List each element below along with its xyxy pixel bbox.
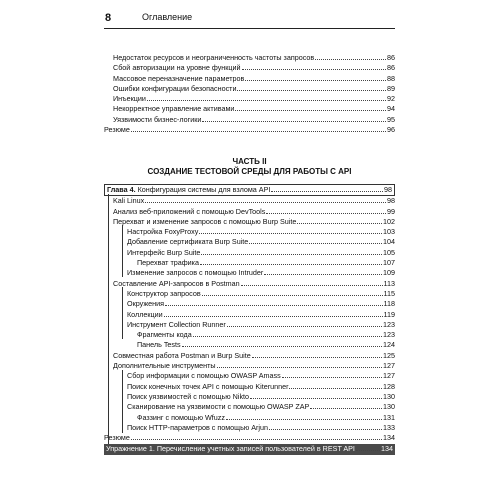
toc-subentry[interactable]: Поиск конечных точек API с помощью Kiterunner 128 — [127, 381, 395, 391]
leader-dots — [282, 377, 382, 378]
leader-dots — [235, 110, 386, 111]
toc-entry[interactable]: Kali Linux 98 — [113, 196, 395, 206]
leader-dots — [249, 243, 382, 244]
leader-dots — [266, 213, 386, 214]
toc-entry[interactable]: Совместная работа Postman и Burp Suite 125 — [113, 350, 395, 360]
toc-entry[interactable]: Массовое переназначение параметров 88 — [113, 73, 395, 83]
chapter-entry[interactable] — [104, 184, 395, 196]
toc-entry[interactable]: Дополнительные инструменты 127 — [113, 361, 395, 371]
leader-dots — [131, 439, 382, 440]
part-heading — [104, 157, 395, 177]
leader-dots — [202, 295, 383, 296]
leader-dots — [182, 346, 382, 347]
toc-subentry[interactable]: Поиск HTTP-параметров с помощью Arjun 133 — [127, 422, 395, 432]
leader-dots — [227, 326, 382, 327]
toc-entry[interactable]: Инъекции 92 — [113, 94, 395, 104]
leader-dots — [217, 367, 382, 368]
level2-bracket-line — [122, 287, 123, 339]
toc-subentry[interactable]: Изменение запросов с помощью Intruder 109 — [127, 268, 395, 278]
leader-dots — [164, 316, 383, 317]
leader-dots — [242, 69, 386, 70]
toc-subentry[interactable]: Фрагменты кода 123 — [137, 330, 395, 340]
toc-chapter-section — [104, 184, 395, 455]
toc-subentry[interactable]: Фаззинг с помощью Wfuzz 131 — [137, 412, 395, 422]
leader-dots — [147, 100, 386, 101]
leader-dots — [131, 131, 386, 132]
toc-entry[interactable]: Уязвимости бизнес-логики 95 — [113, 114, 395, 124]
part-title: СОЗДАНИЕ ТЕСТОВОЙ СРЕДЫ ДЛЯ РАБОТЫ С API — [147, 167, 352, 176]
toc-entry[interactable]: Недостаток ресурсов и неограниченность частоты запросов 86 — [113, 53, 395, 62]
level1-bracket-line — [108, 194, 109, 444]
toc-entry[interactable]: Ошибки конфигурации безопасности 89 — [113, 83, 395, 93]
leader-dots — [289, 388, 382, 389]
leader-dots — [202, 121, 386, 122]
toc-subentry[interactable]: Сбор информации с помощью OWASP Amass 127 — [127, 371, 395, 381]
leader-dots — [226, 419, 382, 420]
toc-entry[interactable]: Некорректное управление активами 94 — [113, 104, 395, 114]
leader-dots — [297, 223, 382, 224]
toc-subentry[interactable]: Поиск уязвимостей с помощью Nikto 130 — [127, 391, 395, 401]
leader-dots — [237, 90, 386, 91]
toc-subentry[interactable]: Панель Tests 124 — [137, 340, 395, 350]
toc-entry[interactable]: Перехват и изменение запросов с помощью Burp Suite 102 — [113, 216, 395, 226]
leader-dots — [252, 357, 382, 358]
page-number: 8 — [105, 12, 112, 24]
leader-dots — [241, 285, 383, 286]
toc-subentry[interactable]: Коллекции 119 — [127, 309, 395, 319]
leader-dots — [264, 274, 382, 275]
toc-entry[interactable]: Сбой авторизации на уровне функций 86 — [113, 63, 395, 73]
leader-dots — [250, 398, 382, 399]
leader-dots — [271, 191, 383, 192]
exercise-entry[interactable]: Упражнение 1. Перечисление учетных записей пользователей в REST API 134 — [106, 444, 393, 454]
toc-subentry[interactable]: Инструмент Collection Runner 123 — [127, 319, 395, 329]
level2-bracket-line — [122, 370, 123, 433]
leader-dots — [269, 429, 382, 430]
toc-subentry[interactable]: Перехват трафика 107 — [137, 258, 395, 268]
toc-entry[interactable]: Составление API-запросов в Postman 113 — [113, 278, 395, 288]
running-title: Оглавление — [142, 12, 193, 22]
chapter-label: Глава 4. — [107, 185, 136, 194]
toc-entry[interactable]: Резюме 96 — [104, 125, 395, 135]
toc-subentry[interactable]: Настройка FoxyProxy 103 — [127, 227, 395, 237]
level2-bracket-line — [122, 225, 123, 277]
leader-dots — [193, 336, 382, 337]
leader-dots — [145, 202, 386, 203]
chapter-title: Конфигурация системы для взлома API — [137, 185, 271, 194]
toc-subentry[interactable]: Сканирование на уязвимости с помощью OWASP ZAP 130 — [127, 402, 395, 412]
part-label: ЧАСТЬ II — [232, 157, 267, 166]
leader-dots — [199, 233, 382, 234]
toc-subentry[interactable]: Окружения 118 — [127, 299, 395, 309]
leader-dots — [165, 305, 383, 306]
leader-dots — [200, 264, 382, 265]
toc-top-section — [104, 53, 395, 135]
toc-entry[interactable]: Резюме 134 — [104, 433, 395, 443]
leader-dots — [310, 408, 382, 409]
toc-entry[interactable]: Анализ веб-приложений с помощью DevTools 99 — [113, 206, 395, 216]
page-header — [104, 10, 395, 29]
leader-dots — [315, 59, 386, 60]
leader-dots — [245, 80, 386, 81]
leader-dots — [356, 450, 380, 451]
toc-subentry[interactable]: Конструктор запросов 115 — [127, 288, 395, 298]
toc-subentry[interactable]: Интерфейс Burp Suite 105 — [127, 247, 395, 257]
toc-subentry[interactable]: Добавление сертификата Burp Suite 104 — [127, 237, 395, 247]
chapter-page: 98 — [384, 185, 392, 194]
leader-dots — [201, 254, 382, 255]
